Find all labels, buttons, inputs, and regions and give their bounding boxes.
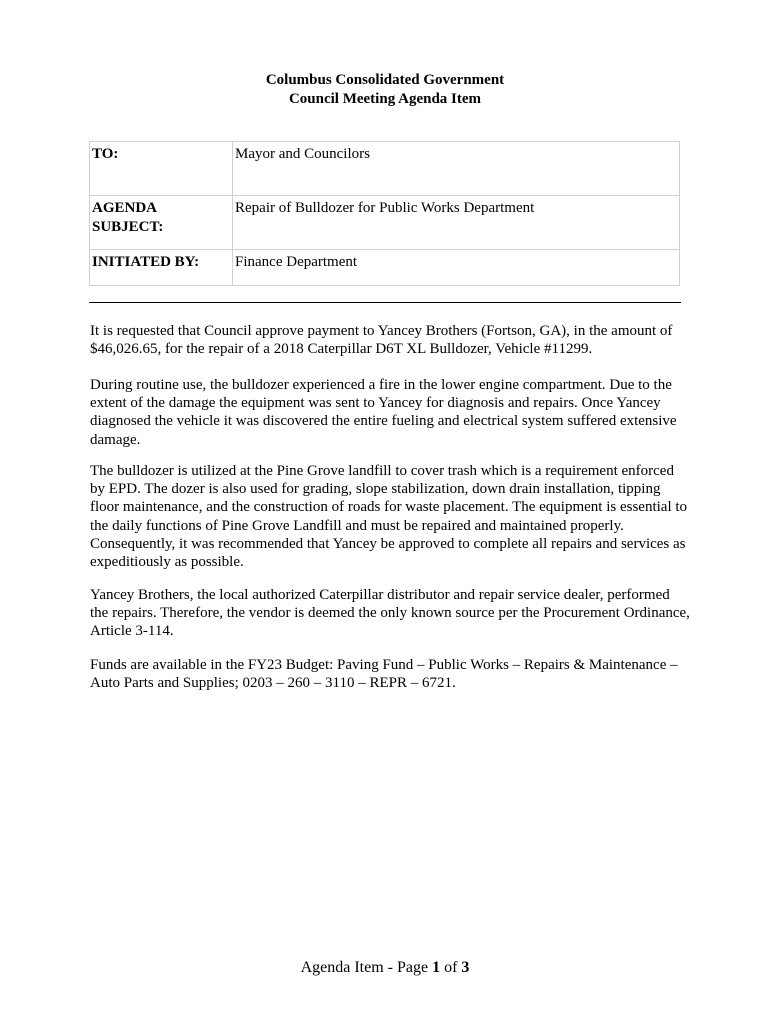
organization-title: Columbus Consolidated Government [265,72,505,88]
footer-of-text: of [440,959,462,976]
to-label: TO: [90,142,233,196]
to-value: Mayor and Councilors [233,142,680,196]
footer-prefix: Agenda Item - Page [300,959,433,976]
page-footer [0,958,770,978]
table-row-initiated [90,250,680,286]
paragraph-funding: Funds are available in the FY23 Budget: Paving Fund – Public Works – Repairs & Maintenance – Auto Parts and Supplies; 0203 – 260 – 3110 – REPR – 6721. [90,657,678,692]
document-title: Council Meeting Agenda Item [288,91,482,107]
paragraph-request: It is requested that Council approve payment to Yancey Brothers (Fortson, GA), in the amount of $46,026.65, for the repair of a 2018 Caterpillar D6T XL Bulldozer, Vehicle #11299. [90,323,673,358]
table-row-subject [90,196,680,250]
agenda-subject-label [90,196,233,250]
paragraph-incident: During routine use, the bulldozer experienced a fire in the lower engine compartment. Due to the extent of the damage the equipment was sent to Yancey for diagnosis and repairs. Once Yancey diagnosed the vehicle it was discovered the entire fueling and electrical system suffered extensive damage. [90,377,677,448]
initiated-by-value: Finance Department [233,250,680,286]
paragraph-vendor: Yancey Brothers, the local authorized Caterpillar distributor and repair service dealer, performed the repairs. Therefore, the vendor is deemed the only known source per the Procurement Ordinance, Article 3-114. [90,587,690,640]
agenda-subject-value: Repair of Bulldozer for Public Works Department [233,196,680,250]
agenda-subject-label-line1: AGENDA [92,200,158,216]
agenda-info-table [89,141,680,286]
footer-total-pages: 3 [461,959,470,976]
footer-current-page: 1 [432,959,441,976]
table-row-to [90,142,680,196]
horizontal-divider [89,302,681,303]
paragraph-usage: The bulldozer is utilized at the Pine Grove landfill to cover trash which is a requirement enforced by EPD. The dozer is also used for grading, slope stabilization, down drain installation, tipping floor maintenance, and the construction of roads for waste placement. The equipment is essential to the daily functions of Pine Grove Landfill and must be repaired and maintained properly. Consequently, it was recommended that Yancey be approved to complete all repairs and services as expeditiously as possible. [90,463,688,571]
initiated-by-label: INITIATED BY: [90,250,233,286]
agenda-subject-label-line2: SUBJECT: [92,219,164,235]
